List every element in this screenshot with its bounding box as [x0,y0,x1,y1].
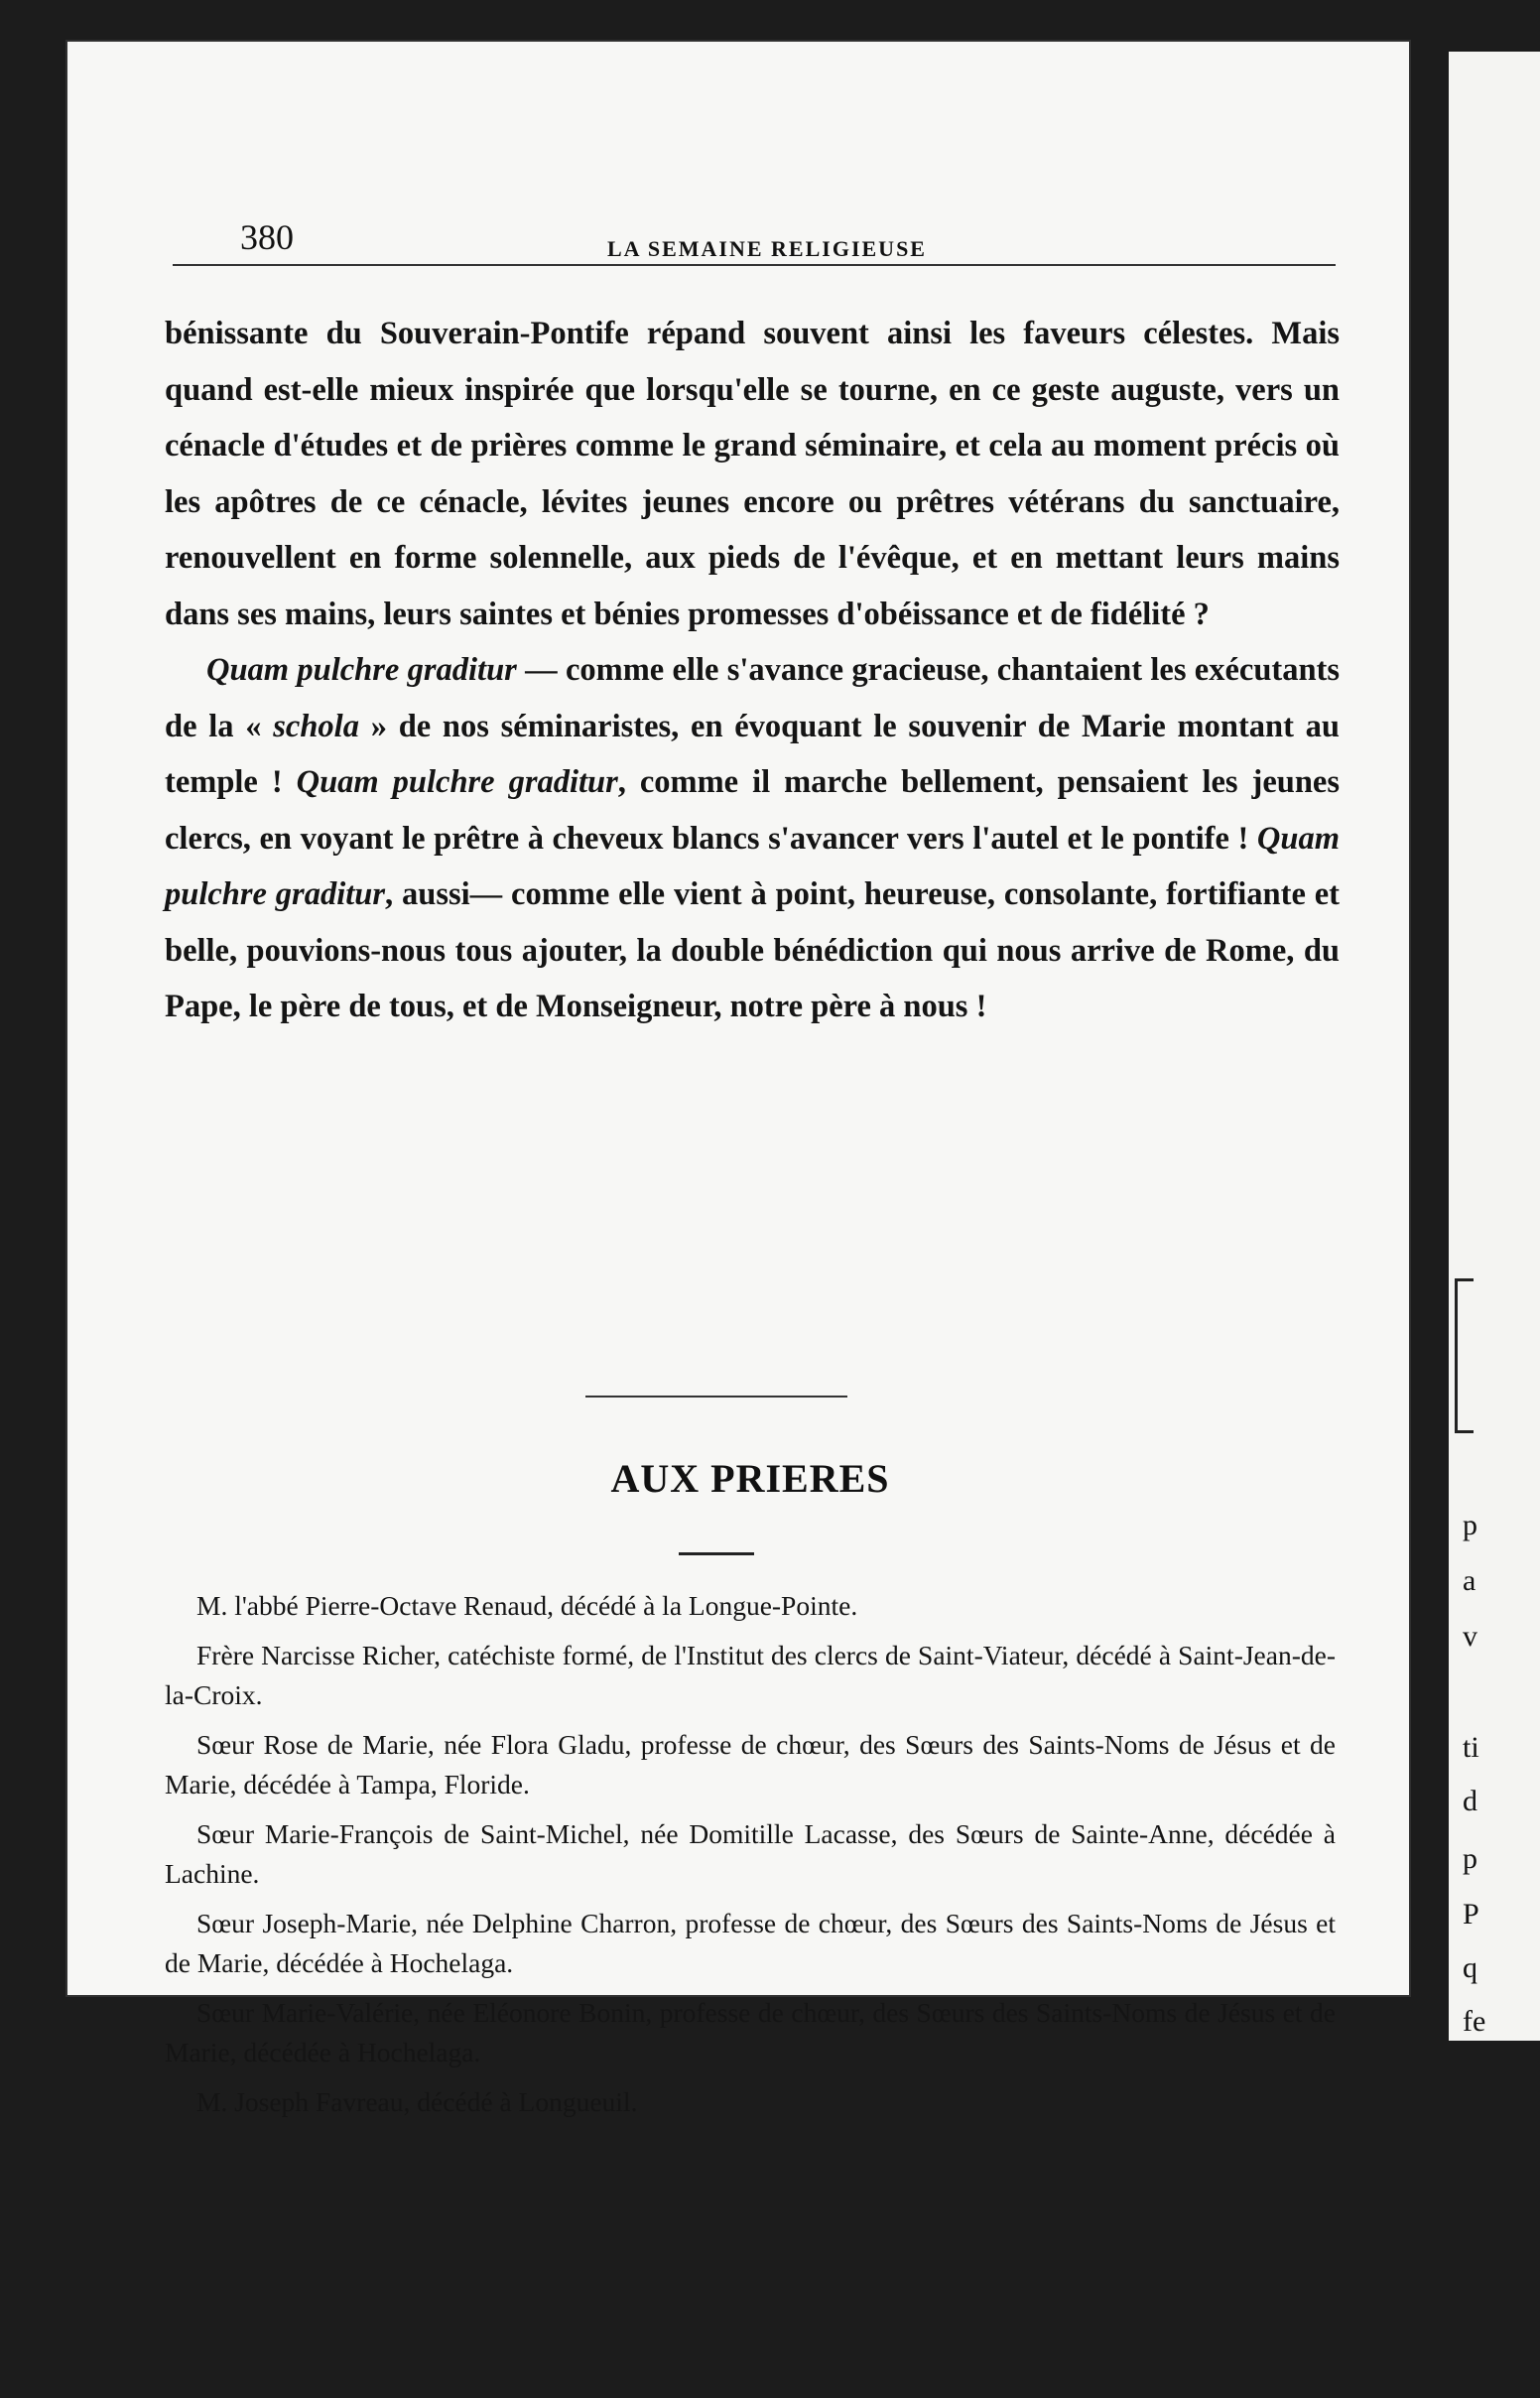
page-fragment: v [1463,1620,1477,1653]
prayer-item: Sœur Rose de Marie, née Flora Gladu, professe de chœur, des Sœurs des Saints-Noms de Jésus et de Marie, décédée à Tampa, Floride. [165,1729,1336,1799]
journal-title: LA SEMAINE RELIGIEUSE [607,236,927,261]
header-rule [173,264,1336,266]
latin-phrase: Quam pulchre graditur [206,652,517,688]
page-fragment: p [1463,1842,1477,1875]
paragraph-text: » de nos séminaristes, en évoquant le souvenir de Marie montant au temple ! [165,708,1340,800]
running-head [240,216,1401,276]
prayer-list [165,1586,1336,2132]
latin-phrase: Quam pulchre graditur [165,820,1340,912]
page-fragment: ti [1463,1731,1479,1764]
paragraph-text: , aussi— comme elle vient à point, heureuse, consolante, fortifiante et belle, pouvions-nous tous ajouter, la double bénédiction qui nous arrive de Rome, du Pape, le père de tous, et de Monseigneur, notre père à nous ! [165,876,1341,1024]
page-fragment: fe [1463,2005,1486,2038]
section-title: AUX PRIERES [610,1456,890,1501]
page-fragment: q [1463,1951,1477,1984]
article-body [165,306,1340,1035]
page-fragment: d [1463,1785,1477,1817]
prayer-item: Sœur Marie-Valérie, née Eléonore Bonin, professe de chœur, des Sœurs des Saints-Noms de Jésus et de Marie, décédée à Hochelaga. [165,1997,1336,2067]
prayer-item: Sœur Joseph-Marie, née Delphine Charron, professe de chœur, des Sœurs des Saints-Noms de Jésus et de Marie, décédée à Hochelaga. [165,1908,1336,1978]
prayer-item: Sœur Marie-François de Saint-Michel, née Domitille Lacasse, des Sœurs de Sainte-Anne, décédée à Lachine. [165,1818,1336,1889]
page-number: 380 [240,217,294,257]
schola-word: schola [273,708,359,744]
paragraph-text: — comme elle s'avance gracieuse, chantaient les exécutants de la « [165,652,1341,744]
prayer-item: M. Joseph Favreau, décédé à Longueuil. [196,2086,638,2117]
page-fragment: P [1463,1898,1479,1931]
page-fragment: p [1463,1509,1477,1541]
paragraph-2 [165,642,1340,1035]
paragraph-text: , comme il marche bellement, pensaient les jeunes clercs, en voyant le prêtre à cheveux blancs s'avancer vers l'autel et le pontife ! [165,764,1340,857]
section-divider [585,1396,847,1398]
title-underline [679,1552,754,1555]
adjacent-page-edge [1449,52,1540,2041]
latin-phrase: Quam pulchre graditur [296,764,618,800]
paragraph-1: bénissante du Souverain-Pontife répand souvent ainsi les faveurs célestes. Mais quand est-elle mieux inspirée que lorsqu'elle se tourne, en ce geste auguste, vers un cénacle d'études et de prières comme le grand séminaire, et cela au moment précis où les apôtres de ce cénacle, lévites jeunes encore ou prêtres vétérans du sanctuaire, renouvellent en forme solennelle, aux pieds de l'évêque, et en mettant leurs mains dans ses mains, leurs saintes et bénies promesses d'obéissance et de fidélité ? [165,316,1340,632]
bracket-mark [1455,1278,1474,1433]
prayer-item: Frère Narcisse Richer, catéchiste formé, de l'Institut des clercs de Saint-Viateur, décédé à Saint-Jean-de-la-Croix. [165,1640,1336,1710]
page-fragment: a [1463,1564,1476,1597]
prayer-item: M. l'abbé Pierre-Octave Renaud, décédé à la Longue-Pointe. [196,1590,858,1621]
